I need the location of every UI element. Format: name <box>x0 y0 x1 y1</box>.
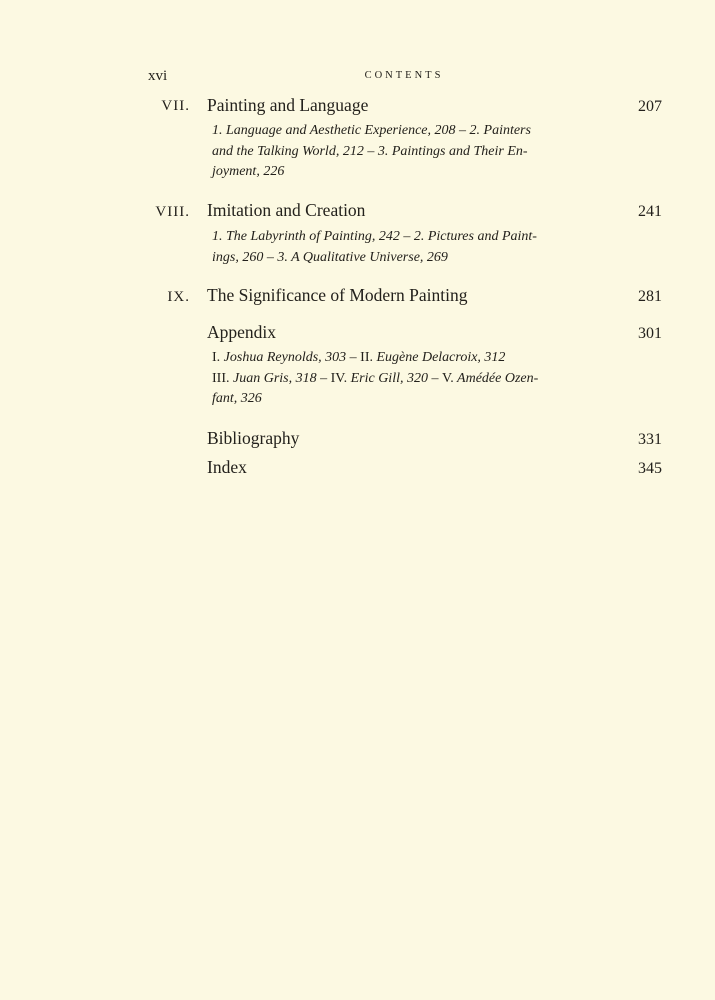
chapter-7-numeral: VII. <box>161 98 190 114</box>
appendix-page: 301 <box>638 325 662 342</box>
chapter-9-title: The Significance of Modern Painting <box>207 285 468 305</box>
chapter-8-sections <box>212 227 604 268</box>
chapter-7-section-line: 1. Language and Aesthetic Experience, 208 – 2. Painters <box>212 123 531 138</box>
page-folio: xvi <box>148 68 168 84</box>
chapter-8-numeral: VIII. <box>155 204 190 220</box>
appendix-section-line: fant, 326 <box>212 391 262 406</box>
chapter-8-section-line: ings, 260 – 3. A Qualitative Universe, 269 <box>212 249 448 265</box>
chapter-7-section-line: joyment, 226 <box>212 164 285 179</box>
chapter-8-page: 241 <box>638 203 662 220</box>
chapter-8-title: Imitation and Creation <box>207 200 366 220</box>
running-head <box>148 68 660 88</box>
index-page: 345 <box>638 460 662 477</box>
chapter-7-page: 207 <box>638 98 662 115</box>
chapter-7-title: Painting and Language <box>207 95 369 115</box>
running-head-title: CONTENTS <box>364 70 444 81</box>
appendix-title: Appendix <box>207 322 277 342</box>
index-title: Index <box>207 457 247 477</box>
chapter-8-section-line: 1. The Labyrinth of Painting, 242 – 2. Pictures and Paint- <box>212 229 537 244</box>
appendix-section-line: I. Joshua Reynolds, 303 – II. Eugène Delacroix, 312 <box>212 350 506 365</box>
appendix-sections <box>212 348 604 410</box>
bibliography-page: 331 <box>638 431 662 448</box>
chapter-9-numeral: IX. <box>167 289 190 305</box>
chapter-7-sections <box>212 121 604 183</box>
chapter-7-section-line: and the Talking World, 212 – 3. Paintings and Their En- <box>212 143 528 159</box>
chapter-9-page: 281 <box>638 288 662 305</box>
appendix-section-line: III. Juan Gris, 318 – IV. Eric Gill, 320 – V. Amédée Ozen- <box>212 370 539 386</box>
bibliography-title: Bibliography <box>207 428 300 448</box>
